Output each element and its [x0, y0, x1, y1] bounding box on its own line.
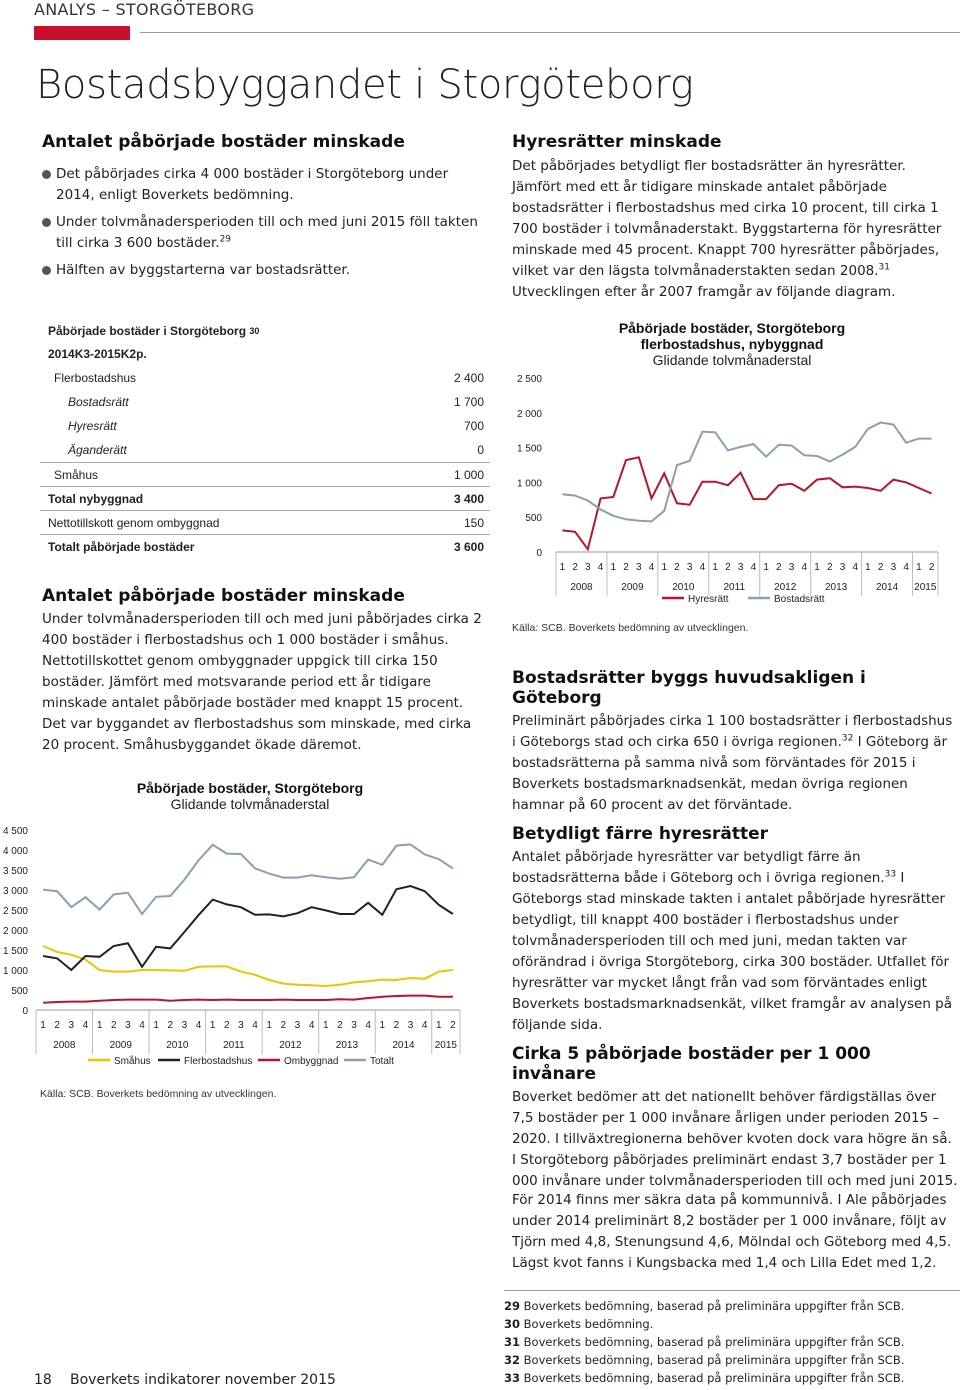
table-cell-label: Äganderätt	[68, 443, 127, 457]
year-label: 2008	[570, 582, 593, 593]
right-intro	[512, 132, 958, 303]
bullet-item: Under tolvmånadersperioden till och med juni 2015 föll takten till cirka 3 600 bostäder.$^{29}$	[42, 212, 482, 254]
x-tick-label: 2	[725, 562, 731, 573]
y-tick-label: 0	[536, 548, 542, 559]
table-cell-value: 3 600	[453, 539, 484, 554]
x-tick-label: 4	[82, 1020, 89, 1031]
bottom-right-section	[512, 1190, 958, 1274]
x-tick-label: 3	[788, 562, 795, 573]
x-tick-label: 2	[280, 1020, 287, 1031]
chart2-plot	[0, 820, 470, 1075]
x-tick-label: 4	[750, 562, 757, 573]
footnote: 32 Boverkets bedömning, baserad på preliminära uppgifter från SCB.	[504, 1353, 905, 1367]
legend-label: Ombyggnad	[284, 1056, 339, 1067]
right-section-2	[512, 824, 958, 1036]
table-cell-label: Nettotillskott genom ombyggnad	[48, 515, 220, 530]
mid-left-section	[42, 586, 482, 756]
chart1-title: Påbörjade bostäder, Storgöteborg flerbostadshus, nybyggnad	[618, 320, 846, 352]
x-tick-label: 3	[181, 1020, 188, 1031]
section-label: ANALYS – STORGÖTEBORG	[34, 0, 255, 19]
section-accent-bar	[34, 26, 130, 40]
x-tick-label: 3	[351, 1020, 357, 1031]
x-tick-label: 3	[737, 562, 744, 573]
table-cell-value: 0	[477, 443, 484, 457]
table-row	[40, 510, 490, 534]
table-cell-label: Småhus	[54, 467, 99, 482]
series-line-bostadsrätt	[562, 423, 931, 522]
table-cell-value: 1 000	[453, 467, 484, 482]
x-tick-label: 1	[96, 1020, 103, 1031]
year-label: 2011	[723, 582, 746, 593]
y-tick-label: 4 500	[2, 826, 28, 837]
table-cell-value: 2 400	[453, 371, 484, 385]
table-cell-value: 700	[463, 419, 484, 433]
x-tick-label: 2	[928, 562, 935, 573]
x-tick-label: 3	[294, 1020, 301, 1031]
year-label: 2010	[672, 582, 695, 593]
x-tick-label: 2	[877, 562, 884, 573]
header-rule	[140, 32, 960, 33]
x-tick-label: 4	[195, 1020, 202, 1031]
right-section-2-paragraph: Antalet påbörjade hyresrätter var betydligt färre än bostadsrätterna både i Göteborg och i övriga regionen.$^{33}$ I Göteborgs stad minskade takten i antalet påbörjade hyresrätter betydligt, till knappt 400 bostäder i flerbostadshus under tolvmånadersperioden till och med juni, medan takten var oförändrad i övriga Storgöteborg, cirka 300 bostäder. Utfallet för hyresrätter var mycket långt från vad som förväntades enligt Boverkets bostadsmarknadsenkät, vilket framgår av analysen på följande sida.	[512, 849, 953, 1033]
year-label: 2009	[109, 1040, 132, 1051]
x-tick-label: 1	[322, 1020, 329, 1031]
chart2-title: Påbörjade bostäder, Storgöteborg	[136, 780, 364, 796]
x-tick-label: 1	[814, 562, 820, 573]
legend-label: Hyresrätt	[688, 594, 729, 605]
x-tick-label: 3	[686, 562, 693, 573]
x-tick-label: 4	[903, 562, 909, 573]
footnote: 30 Boverkets bedömning.	[504, 1317, 654, 1331]
x-tick-label: 1	[379, 1020, 386, 1031]
table-period: 2014K3-2015K2p.	[48, 347, 147, 361]
x-tick-label: 2	[674, 562, 680, 573]
chart2-source: Källa: SCB. Boverkets bedömning av utvecklingen.	[40, 1088, 277, 1100]
x-tick-label: 3	[68, 1020, 75, 1031]
legend-label: Totalt	[370, 1056, 394, 1067]
x-tick-label: 4	[365, 1020, 371, 1031]
x-tick-label: 2	[623, 562, 629, 573]
x-tick-label: 2	[826, 562, 833, 573]
y-tick-label: 3 000	[2, 886, 28, 897]
page-number: 18	[34, 1372, 52, 1388]
x-tick-label: 2	[110, 1020, 117, 1031]
x-tick-label: 3	[839, 562, 846, 573]
x-tick-label: 4	[648, 562, 655, 573]
x-tick-label: 1	[865, 562, 871, 573]
x-tick-label: 2	[167, 1020, 174, 1031]
x-tick-label: 2	[450, 1020, 456, 1031]
legend-label: Flerbostadshus	[184, 1056, 253, 1067]
x-tick-label: 2	[393, 1020, 400, 1031]
series-line-hyresrätt	[562, 457, 931, 549]
x-tick-label: 1	[266, 1020, 272, 1031]
table-row	[40, 534, 490, 558]
table-cell-label: Totalt påbörjade bostäder	[48, 539, 195, 554]
x-tick-label: 1	[40, 1020, 46, 1031]
left-intro-heading: Antalet påbörjade bostäder minskade	[42, 132, 405, 152]
starts-table	[40, 320, 490, 558]
table-cell-label: Total nybyggnad	[48, 491, 144, 506]
right-section-1	[512, 668, 958, 816]
footnote: 29 Boverkets bedömning, baserad på preliminära uppgifter från SCB.	[504, 1299, 905, 1313]
year-label: 2013	[825, 582, 848, 593]
x-tick-label: 3	[635, 562, 642, 573]
bullet-item: Det påbörjades cirka 4 000 bostäder i Storgöteborg under 2014, enligt Boverkets bedömning.	[42, 164, 482, 206]
year-label: 2012	[774, 582, 797, 593]
x-tick-label: 3	[238, 1020, 244, 1031]
year-label: 2013	[335, 1040, 359, 1051]
footer-text: Boverkets indikatorer november 2015	[70, 1372, 336, 1388]
bullet-item: Hälften av byggstarterna var bostadsrätter.	[42, 260, 482, 281]
year-label: 2014	[875, 582, 899, 593]
table-row	[40, 414, 490, 438]
x-tick-label: 4	[308, 1020, 315, 1031]
x-tick-label: 1	[559, 562, 566, 573]
chart1-plot	[504, 360, 950, 610]
x-tick-label: 2	[54, 1020, 60, 1031]
y-tick-label: 2 500	[516, 374, 542, 385]
right-intro-paragraph: Det påbörjades betydligt fler bostadsrätter än hyresrätter. Jämfört med ett år tidigare minskade antalet påbörjade bostadsrätter i flerbostadshus med cirka 10 procent, till cirka 1 700 bostäder i tolvmånaderstakt. Byggstarterna för hyresrätter minskade med 45 procent. Knappt 700 hyresrätter påbörjades, vilket var den lägsta tolvmånaderstakten sedan 2008.31 Utvecklingen efter år 2007 framgår av följande diagram.	[512, 158, 942, 300]
x-tick-label: 2	[572, 562, 578, 573]
right-section-3-heading: Cirka 5 påbörjade bostäder per 1 000 invånare	[512, 1044, 871, 1084]
x-tick-label: 3	[407, 1020, 414, 1031]
footnotes	[504, 1290, 960, 1387]
x-tick-label: 1	[712, 562, 718, 573]
x-tick-label: 2	[776, 562, 782, 573]
page-title: Bostadsbyggandet i Storgöteborg	[36, 62, 694, 108]
right-section-1-heading: Bostadsrätter byggs huvudsakligen i Göteborg	[512, 668, 866, 708]
table-body	[40, 366, 490, 558]
table-row	[40, 366, 490, 390]
x-tick-label: 1	[661, 562, 668, 573]
table-row	[40, 438, 490, 462]
table-cell-value: 1 700	[453, 395, 484, 409]
x-tick-label: 3	[890, 562, 897, 573]
y-tick-label: 500	[525, 513, 542, 525]
y-tick-label: 2 000	[516, 408, 542, 420]
table-cell-value: 150	[463, 515, 484, 530]
year-label: 2014	[392, 1040, 415, 1051]
x-tick-label: 1	[436, 1020, 442, 1031]
year-label: 2009	[621, 582, 644, 593]
x-tick-label: 4	[139, 1020, 145, 1031]
chart2-subtitle: Glidande tolvmånaderstal	[170, 796, 330, 812]
y-tick-label: 2 500	[2, 906, 28, 917]
bottom-right-paragraph: För 2014 finns mer säkra data på kommunnivå. I Ale påbörjades under 2014 preliminärt 8,2 bostäder per 1 000 invånare, följt av Tjörn med 4,8, Stenungsund 4,6, Mölndal och Göteborg med 4,5. Lägst kvot fanns i Kungsbacka med 1,4 och Lilla Edet med 1,2.	[512, 1192, 952, 1271]
x-tick-label: 4	[597, 562, 604, 573]
x-tick-label: 1	[610, 562, 617, 573]
year-label: 2015	[914, 582, 937, 593]
right-section-2-heading: Betydligt färre hyresrätter	[512, 824, 769, 844]
x-tick-label: 1	[916, 562, 922, 573]
x-tick-label: 3	[585, 562, 591, 573]
left-intro	[42, 132, 482, 287]
table-cell-value: 3 400	[453, 491, 484, 506]
x-tick-label: 1	[763, 562, 769, 573]
right-section-3-paragraph-2: I Storgöteborg påbörjades preliminärt endast 3,7 bostäder per 1 000 invånare under tolvmånadersperioden till och med juni 2015.	[512, 1152, 958, 1189]
x-tick-label: 2	[224, 1020, 230, 1031]
y-tick-label: 0	[22, 1006, 28, 1017]
legend-label: Småhus	[114, 1056, 151, 1067]
chart1-source: Källa: SCB. Boverkets bedömning av utvecklingen.	[512, 622, 749, 634]
year-label: 2015	[434, 1040, 457, 1051]
y-tick-label: 1 500	[516, 443, 542, 455]
y-tick-label: 1 500	[2, 946, 28, 957]
y-tick-label: 3 500	[2, 866, 28, 877]
x-tick-label: 1	[209, 1020, 216, 1031]
x-tick-label: 4	[252, 1020, 258, 1031]
footnote: 33 Boverkets bedömning, baserad på preliminära uppgifter från SCB.	[504, 1371, 905, 1385]
x-tick-label: 4	[801, 562, 808, 573]
x-tick-label: 2	[337, 1020, 343, 1031]
x-tick-label: 1	[153, 1020, 159, 1031]
y-tick-label: 500	[11, 986, 28, 997]
table-row	[40, 390, 490, 414]
x-tick-label: 4	[852, 562, 859, 573]
right-section-1-paragraph: Preliminärt påbörjades cirka 1 100 bostadsrätter i flerbostadshus i Göteborgs stad och cirka 650 i övriga regionen.$^{32}$ I Göteborg är bostadsrätterna på samma nivå som förväntades för 2015 i Boverkets bostadsmarknadsenkät, medan övriga regionen hamnar på 60 procent av det förväntade.	[512, 713, 953, 813]
year-label: 2008	[53, 1040, 76, 1051]
series-line-flerbostadshus	[43, 886, 453, 970]
mid-left-paragraph: Under tolvmånadersperioden till och med juni påbörjades cirka 2 400 bostäder i flerbostadshus och 1 000 bostäder i småhus. Nettotillskottet genom ombyggnader uppgick till cirka 150 bostäder. Jämfört med motsvarande period ett år tidigare minskade antalet påbörjade bostäder med knappt 15 procent. Det var byggandet av flerbostadshus som minskade, med cirka 20 procent. Småhusbyggandet ökade däremot.	[42, 611, 482, 753]
table-row	[40, 462, 490, 486]
table-cell-label: Flerbostadshus	[54, 371, 137, 385]
chart1-subtitle: Glidande tolvmånaderstal	[652, 352, 812, 368]
x-tick-label: 4	[421, 1020, 428, 1031]
y-tick-label: 1 000	[516, 478, 542, 490]
right-intro-heading: Hyresrätter minskade	[512, 132, 722, 152]
year-label: 2011	[223, 1040, 245, 1051]
footnote: 31 Boverkets bedömning, baserad på preliminära uppgifter från SCB.	[504, 1335, 905, 1349]
y-tick-label: 2 000	[2, 926, 28, 937]
bullet-list	[42, 164, 482, 281]
series-line-totalt	[43, 844, 453, 914]
series-line-ombyggnad	[43, 996, 453, 1003]
chart-starts	[100, 780, 400, 812]
mid-left-heading: Antalet påbörjade bostäder minskade	[42, 586, 405, 606]
right-section-3-paragraph-1: Boverket bedömer att det nationellt behöver färdigställas över 7,5 bostäder per 1 000 invånare årligen under perioden 2015 – 2020. I tillväxtregionerna behöver kvoten dock vara högre än så.	[512, 1089, 952, 1147]
legend-label: Bostadsrätt	[774, 594, 825, 605]
year-label: 2010	[166, 1040, 189, 1051]
x-tick-label: 3	[125, 1020, 131, 1031]
right-section-3	[512, 1044, 958, 1192]
y-tick-label: 1 000	[2, 966, 28, 977]
year-label: 2012	[279, 1040, 302, 1051]
y-tick-label: 4 000	[2, 846, 28, 857]
table-cell-label: Hyresrätt	[68, 419, 117, 433]
table-cell-label: Bostadsrätt	[68, 395, 129, 409]
table-row	[40, 486, 490, 510]
table-title: Påbörjade bostäder i Storgöteborg 30	[48, 324, 260, 338]
x-tick-label: 4	[699, 562, 706, 573]
